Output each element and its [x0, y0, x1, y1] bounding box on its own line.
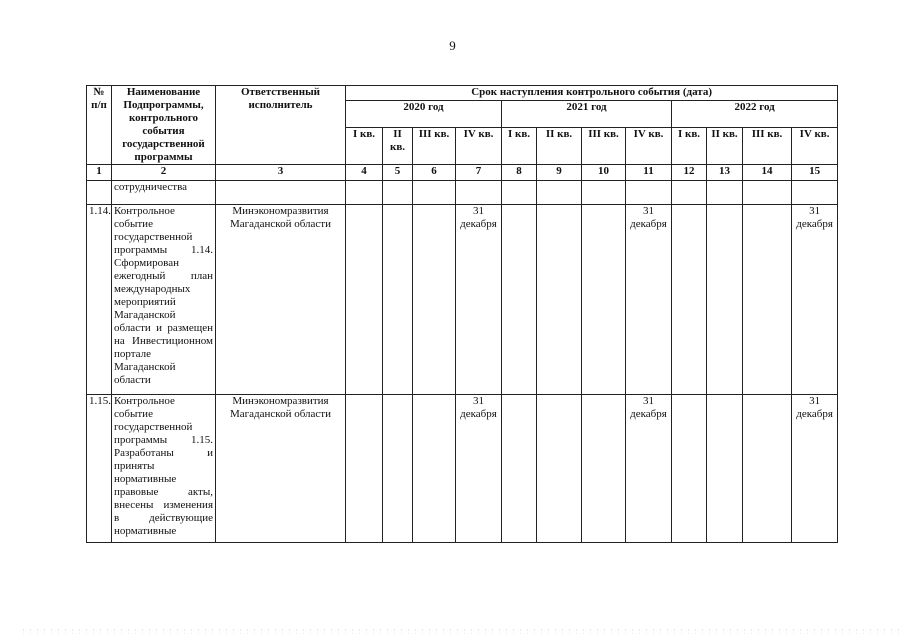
column-number-row [87, 165, 838, 181]
date-cell [413, 181, 456, 205]
date-cell [502, 181, 537, 205]
scan-noise [20, 628, 900, 634]
date-cell [502, 395, 537, 543]
header-quarter: III кв. [582, 127, 626, 164]
date-cell: 31 декабря [792, 205, 838, 395]
date-cell [537, 205, 582, 395]
date-cell: 31 декабря [456, 395, 502, 543]
date-cell [502, 205, 537, 395]
date-cell [456, 181, 502, 205]
column-number: 4 [346, 165, 383, 181]
header-quarter: I кв. [672, 127, 707, 164]
date-cell [413, 205, 456, 395]
header-year: 2020 год [346, 100, 502, 127]
date-cell [383, 181, 413, 205]
event-name: Контрольное событие государственной программы 1.14. Сформирован ежегодный план международных мероприятий Магаданской области и размещен на Инвестиционном портале Магаданской области [112, 205, 216, 395]
row-number: 1.15. [87, 395, 112, 543]
header-responsible: Ответственный исполнитель [216, 86, 346, 165]
responsible-executor [216, 181, 346, 205]
date-cell [707, 181, 743, 205]
date-cell [346, 205, 383, 395]
page-number: 9 [449, 38, 456, 53]
date-cell: 31 декабря [626, 205, 672, 395]
date-cell [707, 395, 743, 543]
header-quarter: II кв. [537, 127, 582, 164]
column-number: 12 [672, 165, 707, 181]
header-quarter: III кв. [413, 127, 456, 164]
column-number: 1 [87, 165, 112, 181]
header-quarter: III кв. [743, 127, 792, 164]
row-number: 1.14. [87, 205, 112, 395]
table-row [87, 205, 838, 395]
date-cell [672, 395, 707, 543]
header-quarter: I кв. [502, 127, 537, 164]
header-year: 2021 год [502, 100, 672, 127]
date-cell [582, 181, 626, 205]
event-name: Контрольное событие государственной программы 1.15. Разработаны и приняты нормативные правовые акты, внесены изменения в действующие нормативные [112, 395, 216, 543]
header-quarter: I кв. [346, 127, 383, 164]
table-row [87, 181, 838, 205]
header-name: Наименование Подпрограммы, контрольного события государственной программы [112, 86, 216, 165]
responsible-executor: Минэкономразвития Магаданской области [216, 205, 346, 395]
date-cell [582, 395, 626, 543]
header-quarter: IV кв. [792, 127, 838, 164]
date-cell [582, 205, 626, 395]
column-number: 13 [707, 165, 743, 181]
column-number: 2 [112, 165, 216, 181]
date-cell [743, 205, 792, 395]
column-number: 14 [743, 165, 792, 181]
control-events-table [86, 85, 838, 543]
date-cell [743, 181, 792, 205]
column-number: 11 [626, 165, 672, 181]
header-quarter: IV кв. [456, 127, 502, 164]
date-cell [626, 181, 672, 205]
date-cell [792, 181, 838, 205]
date-cell [672, 181, 707, 205]
date-cell [672, 205, 707, 395]
date-cell: 31 декабря [456, 205, 502, 395]
column-number: 7 [456, 165, 502, 181]
table-row [87, 395, 838, 543]
column-number: 10 [582, 165, 626, 181]
header-num: № п/п [87, 86, 112, 165]
date-cell [537, 181, 582, 205]
row-number [87, 181, 112, 205]
date-cell [346, 395, 383, 543]
date-cell [707, 205, 743, 395]
date-cell [383, 395, 413, 543]
header-year: 2022 год [672, 100, 838, 127]
column-number: 6 [413, 165, 456, 181]
date-cell [383, 205, 413, 395]
date-cell [346, 181, 383, 205]
header-quarter: II кв. [707, 127, 743, 164]
date-cell [743, 395, 792, 543]
date-cell [537, 395, 582, 543]
date-cell [413, 395, 456, 543]
header-quarter: II кв. [383, 127, 413, 164]
header-deadline: Срок наступления контрольного события (дата) [346, 86, 838, 101]
date-cell: 31 декабря [626, 395, 672, 543]
header-row [87, 86, 838, 101]
date-cell: 31 декабря [792, 395, 838, 543]
column-number: 8 [502, 165, 537, 181]
header-quarter: IV кв. [626, 127, 672, 164]
responsible-executor: Минэкономразвития Магаданской области [216, 395, 346, 543]
column-number: 3 [216, 165, 346, 181]
column-number: 15 [792, 165, 838, 181]
event-name: сотрудничества [112, 181, 216, 205]
column-number: 5 [383, 165, 413, 181]
column-number: 9 [537, 165, 582, 181]
